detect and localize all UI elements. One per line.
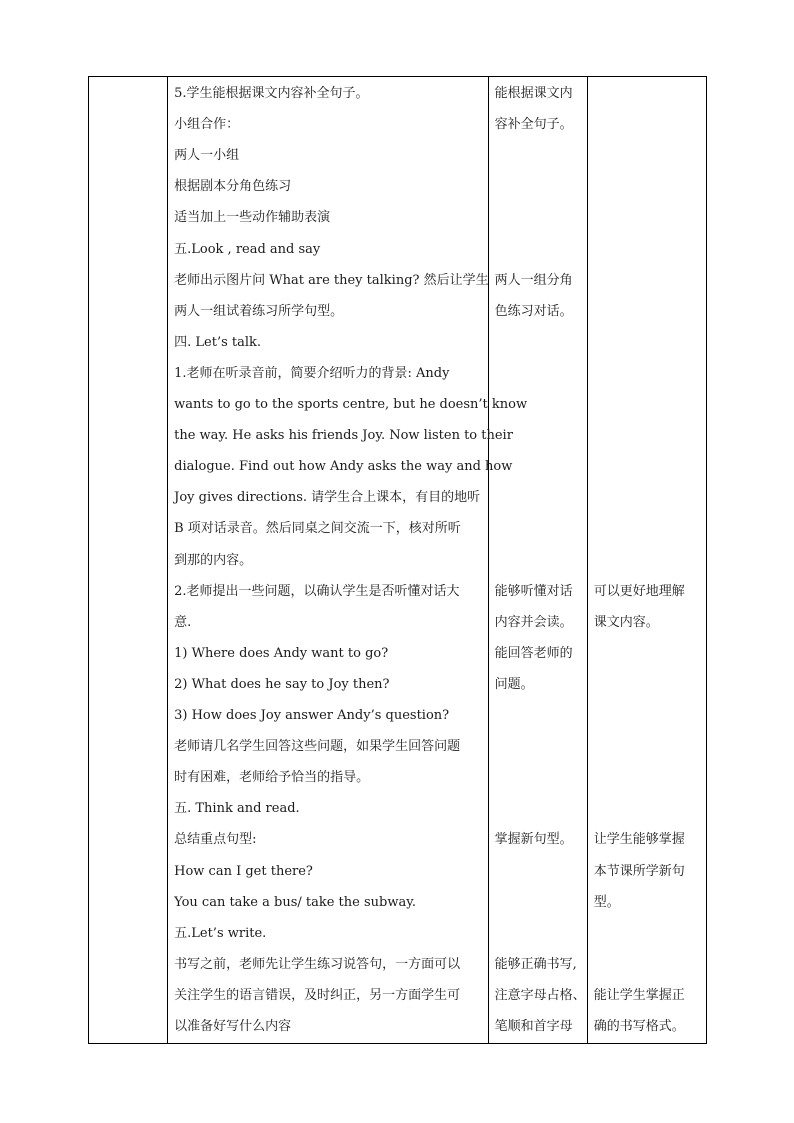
- intent-line: 能让学生掌握正: [593, 987, 685, 1003]
- process-line: 2.老师提出一些问题，以确认学生是否听懂对话大: [174, 583, 460, 599]
- activity-line: 问题。: [494, 676, 534, 692]
- process-line: 总结重点句型:: [174, 832, 257, 848]
- intent-line: 确的书写格式。: [593, 1019, 685, 1034]
- process-line: 到那的内容。: [174, 552, 253, 568]
- activity-line: 能够正确书写,: [494, 956, 577, 972]
- activity-line: 掌握新句型。: [494, 832, 573, 848]
- process-line: Joy gives directions. 请学生合上课本，有目的地听: [174, 490, 481, 506]
- process-line: 3) How does Joy answer Andy’s question?: [174, 708, 450, 723]
- process-line: 2) What does he say to Joy then?: [174, 676, 390, 692]
- stage-cell: [89, 77, 168, 1044]
- teaching-process-cell: [168, 77, 528, 1044]
- activity-line: 内容并会读。: [494, 614, 573, 630]
- process-line: 五.Look , read and say: [174, 241, 321, 257]
- process-line: 两人一小组: [174, 148, 240, 164]
- process-line: 小组合作：: [174, 117, 240, 133]
- activity-line: 容补全句子。: [494, 117, 573, 133]
- intent-line: 课文内容。: [593, 614, 659, 630]
- activity-line: 笔顺和首字母: [494, 1019, 573, 1034]
- process-line: 两人一组试着练习所学句型。: [174, 303, 344, 319]
- activity-line: 色练习对话。: [494, 303, 573, 319]
- intent-line: 让学生能够掌握: [593, 832, 685, 848]
- process-line: 五. Think and read.: [174, 801, 300, 817]
- process-line: 五.Let’s write.: [174, 925, 267, 941]
- process-line: the way. He asks his friends Joy. Now listen to their: [174, 428, 513, 444]
- process-line: 5.学生能根据课文内容补全句子。: [174, 86, 369, 101]
- process-line: B 项对话录音。然后同桌之间交流一下，核对所听: [174, 521, 461, 537]
- activity-line: 注意字母占格、: [494, 987, 586, 1003]
- activity-line: 能够听懂对话: [494, 583, 573, 599]
- intent-line: 可以更好地理解: [593, 583, 685, 599]
- process-line: 关注学生的语言错误，及时纠正，另一方面学生可: [174, 987, 461, 1003]
- process-line: 书写之前，老师先让学生练习说答句，一方面可以: [174, 956, 461, 972]
- process-line: 四. Let’s talk.: [174, 334, 262, 350]
- process-line: 1) Where does Andy want to go?: [174, 645, 389, 661]
- lesson-plan-table: [88, 76, 707, 1044]
- intent-line: 本节课所学新句: [593, 863, 685, 879]
- activity-line: 能回答老师的: [494, 645, 573, 661]
- process-line: 根据剧本分角色练习: [174, 179, 292, 195]
- process-line: 意.: [174, 614, 192, 630]
- process-line: wants to go to the sports centre, but he doesn’t know: [174, 397, 528, 412]
- activity-line: 两人一组分角: [494, 272, 573, 288]
- design-intent-cell: [587, 77, 706, 1044]
- process-line: 时有困难，老师给予恰当的指导。: [174, 770, 370, 786]
- process-line: 老师出示图片问 What are they talking? 然后让学生: [174, 272, 489, 288]
- process-line: You can take a bus/ take the subway.: [174, 894, 416, 910]
- intent-line: 型。: [593, 894, 620, 910]
- table-row: [89, 77, 707, 1044]
- process-line: 适当加上一些动作辅助表演: [174, 210, 331, 226]
- process-line: 以准备好写什么内容: [174, 1019, 292, 1034]
- process-line: 1.老师在听录音前，简要介绍听力的背景: Andy: [174, 365, 450, 381]
- process-line: 老师请几名学生回答这些问题，如果学生回答问题: [174, 739, 461, 755]
- process-line: dialogue. Find out how Andy asks the way and how: [174, 459, 513, 475]
- activity-line: 能根据课文内: [494, 86, 573, 101]
- process-line: How can I get there?: [174, 863, 313, 879]
- student-activity-cell: [488, 77, 587, 1044]
